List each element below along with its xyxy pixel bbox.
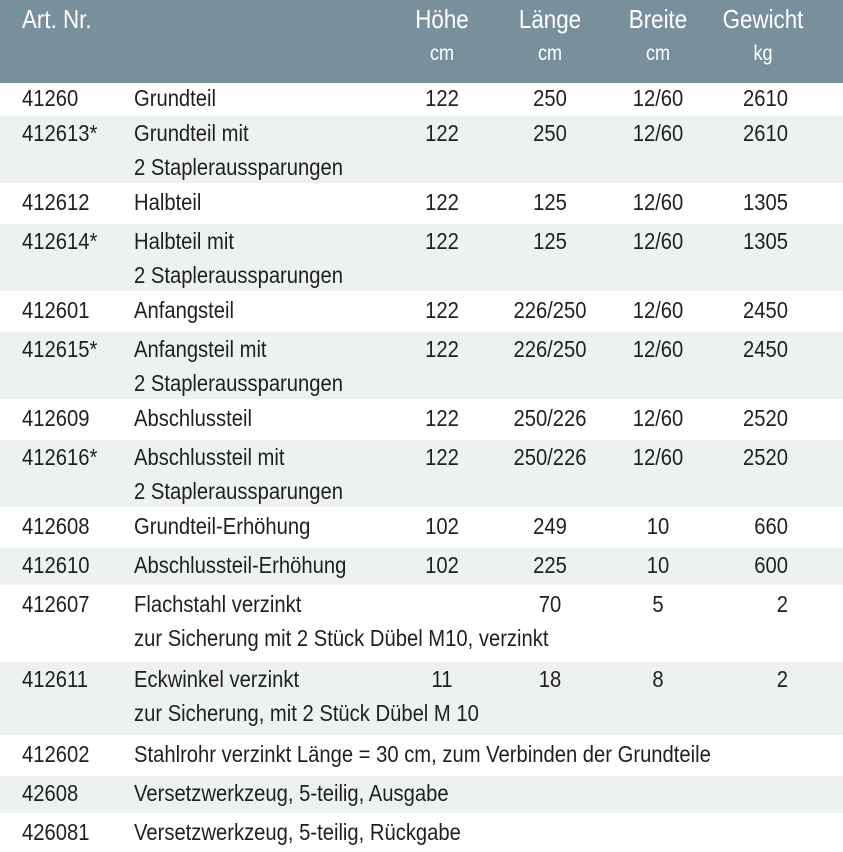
cell-breite: 8 bbox=[652, 666, 664, 692]
table-row bbox=[0, 438, 843, 507]
table-body bbox=[0, 83, 843, 852]
cell-gewicht: 1305 bbox=[743, 189, 788, 215]
unit-breite: cm bbox=[645, 42, 671, 65]
cell-description: Abschlussteil mit bbox=[134, 444, 285, 470]
cell-art-nr: 412607 bbox=[22, 591, 90, 617]
cell-art-nr: 426081 bbox=[22, 819, 90, 845]
cell-breite: 12/60 bbox=[632, 297, 684, 323]
cell-laenge: 250/226 bbox=[513, 405, 587, 431]
table-row bbox=[0, 222, 843, 291]
table-row bbox=[0, 114, 843, 183]
cell-description: Anfangsteil mit bbox=[134, 336, 267, 362]
cell-breite: 12/60 bbox=[632, 228, 684, 254]
cell-description-line2: 2 Stapleraussparungen bbox=[134, 478, 343, 504]
cell-hoehe: 122 bbox=[425, 444, 459, 470]
cell-description: Halbteil mit bbox=[134, 228, 234, 254]
cell-laenge: 250 bbox=[533, 85, 567, 111]
cell-description-line2: zur Sicherung, mit 2 Stück Dübel M 10 bbox=[134, 700, 479, 726]
cell-hoehe: 122 bbox=[425, 228, 459, 254]
cell-art-nr: 412616* bbox=[22, 444, 98, 470]
unit-laenge: cm bbox=[537, 42, 563, 65]
cell-laenge: 250/226 bbox=[513, 444, 587, 470]
table-row bbox=[0, 774, 843, 813]
cell-laenge: 226/250 bbox=[513, 297, 587, 323]
cell-laenge: 70 bbox=[538, 591, 562, 617]
cell-description: Grundteil-Erhöhung bbox=[134, 513, 311, 539]
table-row bbox=[0, 291, 843, 330]
cell-breite: 12/60 bbox=[632, 336, 684, 362]
cell-laenge: 125 bbox=[533, 228, 567, 254]
header-laenge: Länge bbox=[518, 4, 582, 34]
cell-description: Grundteil mit bbox=[134, 120, 249, 146]
cell-gewicht: 1305 bbox=[743, 228, 788, 254]
cell-description: Flachstahl verzinkt bbox=[134, 591, 302, 617]
cell-description: Eckwinkel verzinkt bbox=[134, 666, 300, 692]
header-hoehe: Höhe bbox=[415, 4, 469, 34]
cell-hoehe: 122 bbox=[425, 85, 459, 111]
cell-breite: 12/60 bbox=[632, 120, 684, 146]
cell-hoehe: 122 bbox=[425, 297, 459, 323]
cell-description: Grundteil bbox=[134, 85, 217, 111]
cell-gewicht: 2 bbox=[776, 591, 788, 617]
cell-laenge: 18 bbox=[538, 666, 562, 692]
cell-laenge: 225 bbox=[533, 552, 567, 578]
cell-art-nr: 412610 bbox=[22, 552, 90, 578]
cell-breite: 12/60 bbox=[632, 444, 684, 470]
cell-gewicht: 2610 bbox=[743, 120, 788, 146]
cell-hoehe: 122 bbox=[425, 405, 459, 431]
unit-gewicht: kg bbox=[753, 42, 773, 65]
cell-description-line2: 2 Stapleraussparungen bbox=[134, 154, 343, 180]
cell-gewicht: 660 bbox=[754, 513, 788, 539]
cell-hoehe: 122 bbox=[425, 336, 459, 362]
cell-laenge: 125 bbox=[533, 189, 567, 215]
table-header bbox=[0, 0, 843, 83]
cell-breite: 10 bbox=[646, 513, 670, 539]
table-row bbox=[0, 735, 843, 774]
cell-breite: 10 bbox=[646, 552, 670, 578]
cell-breite: 12/60 bbox=[632, 85, 684, 111]
cell-hoehe: 122 bbox=[425, 189, 459, 215]
header-gewicht: Gewicht bbox=[722, 4, 804, 34]
cell-art-nr: 412614* bbox=[22, 228, 98, 254]
table-row bbox=[0, 546, 843, 585]
cell-laenge: 226/250 bbox=[513, 336, 587, 362]
cell-gewicht: 2450 bbox=[743, 297, 788, 323]
table-row bbox=[0, 183, 843, 222]
cell-laenge: 249 bbox=[533, 513, 567, 539]
table-row bbox=[0, 399, 843, 438]
table-row bbox=[0, 83, 843, 114]
cell-description-line2: 2 Stapleraussparungen bbox=[134, 370, 343, 396]
header-breite: Breite bbox=[628, 4, 688, 34]
table-row bbox=[0, 507, 843, 546]
cell-art-nr: 412612 bbox=[22, 189, 90, 215]
table-row bbox=[0, 585, 843, 660]
cell-description: Versetzwerkzeug, 5-teilig, Ausgabe bbox=[134, 780, 449, 806]
cell-hoehe: 102 bbox=[425, 552, 459, 578]
cell-description-line2: zur Sicherung mit 2 Stück Dübel M10, verzinkt bbox=[134, 625, 549, 651]
cell-gewicht: 600 bbox=[754, 552, 788, 578]
cell-breite: 12/60 bbox=[632, 405, 684, 431]
table-row bbox=[0, 330, 843, 399]
cell-art-nr: 41260 bbox=[22, 85, 79, 111]
cell-gewicht: 2610 bbox=[743, 85, 788, 111]
cell-art-nr: 42608 bbox=[22, 780, 79, 806]
cell-gewicht: 2520 bbox=[743, 405, 788, 431]
cell-hoehe: 122 bbox=[425, 120, 459, 146]
cell-art-nr: 412609 bbox=[22, 405, 90, 431]
cell-art-nr: 412611 bbox=[22, 666, 88, 692]
cell-description: Anfangsteil bbox=[134, 297, 235, 323]
cell-description: Abschlussteil bbox=[134, 405, 252, 431]
cell-description-line2: 2 Stapleraussparungen bbox=[134, 262, 343, 288]
cell-art-nr: 412608 bbox=[22, 513, 90, 539]
cell-art-nr: 412601 bbox=[22, 297, 90, 323]
cell-breite: 5 bbox=[652, 591, 664, 617]
cell-gewicht: 2520 bbox=[743, 444, 788, 470]
cell-gewicht: 2450 bbox=[743, 336, 788, 362]
unit-hoehe: cm bbox=[429, 42, 455, 65]
header-art: Art. Nr. bbox=[22, 4, 92, 34]
cell-art-nr: 412613* bbox=[22, 120, 98, 146]
cell-breite: 12/60 bbox=[632, 189, 684, 215]
cell-description: Versetzwerkzeug, 5-teilig, Rückgabe bbox=[134, 819, 461, 845]
cell-art-nr: 412602 bbox=[22, 741, 90, 767]
cell-description: Stahlrohr verzinkt Länge = 30 cm, zum Verbinden der Grundteile bbox=[134, 741, 711, 767]
cell-description: Halbteil bbox=[134, 189, 202, 215]
cell-gewicht: 2 bbox=[776, 666, 788, 692]
table-row bbox=[0, 660, 843, 735]
cell-description: Abschlussteil-Erhöhung bbox=[134, 552, 347, 578]
cell-hoehe: 11 bbox=[431, 666, 453, 692]
cell-laenge: 250 bbox=[533, 120, 567, 146]
cell-art-nr: 412615* bbox=[22, 336, 98, 362]
cell-hoehe: 102 bbox=[425, 513, 459, 539]
